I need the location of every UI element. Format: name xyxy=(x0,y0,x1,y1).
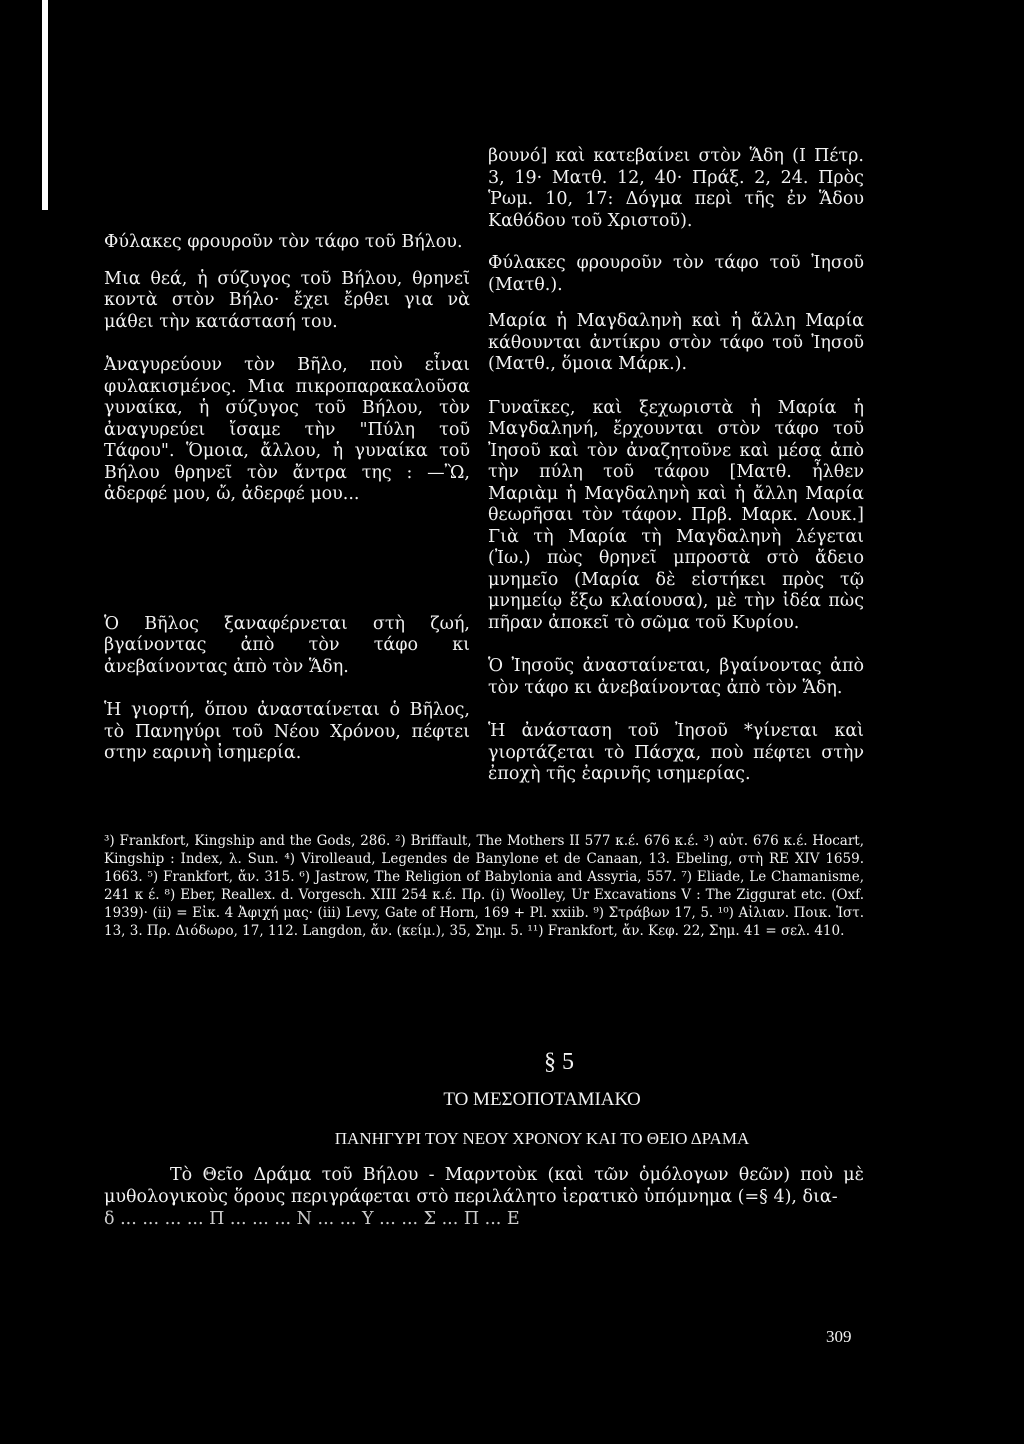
left-column xyxy=(104,232,470,765)
left-paragraph-2: Μια θεά, ἡ σύζυγος τοῦ Βήλου, θρηνεῖ κοντὰ στὸν Βήλο· ἔχει ἔρθει για νὰ μάθει τὴν κατάστασή του. xyxy=(104,268,470,332)
right-paragraph-1: Φύλακες φρουροῦν τὸν τάφο τοῦ Ἰησοῦ (Ματθ.). xyxy=(488,253,864,295)
right-paragraph-3: Γυναῖκες, καὶ ξεχωριστὰ ἡ Μαρία ἡ Μαγδαληνή, ἔρχουνται στὸν τάφο τοῦ Ἰησοῦ καὶ τὸν ἀναζητοῦνε καὶ μέσα ἀπὸ τὴν πύλη τοῦ τάφου [Ματθ. ἦλθεν Μαριὰμ ἡ Μαγδαληνὴ καὶ ἡ ἄλλη Μαρία θεωρῆσαι τὸν τάφον. Πρβ. Μαρκ. Λουκ.] Γιὰ τὴ Μαρία τὴ Μαγδαληνὴ λέγεται (Ἰω.) πὼς θρηνεῖ μπροστὰ στὸ ἄδειο μνημεῖο (Μαρία δὲ εἱστήκει πρὸς τῷ μνημείῳ ἔξω κλαίουσα), μὲ τὴν ἰδέα πὼς πῆραν ἀποκεῖ τὸ σῶμα τοῦ Κυρίου. xyxy=(488,397,864,633)
scan-vertical-mark xyxy=(42,0,48,210)
cut-off-line: δ ... ... ... ... Π ... ... ... Ν ... ... Υ ... ... Σ ... Π ... Ε xyxy=(104,1209,520,1229)
section-subtitle: ΠΑΝΗΓΥΡΙ ΤΟΥ ΝΕΟΥ ΧΡΟΝΟΥ ΚΑΙ ΤΟ ΘΕΙΟ ΔΡΑΜΑ xyxy=(334,1129,750,1148)
section-title: ΤΟ ΜΕΣΟΠΟΤΑΜΙΑΚΟ xyxy=(443,1089,641,1110)
left-paragraph-4: Ὁ Βῆλος ξαναφέρνεται στὴ ζωή, βγαίνοντας ἀπὸ τὸν τάφο κι ἀνεβαίνοντας ἀπὸ τὸν Ἅδη. xyxy=(104,613,470,677)
scan-edge xyxy=(0,0,14,1444)
right-paragraph-4: Ὁ Ἰησοῦς ἀνασταίνεται, βγαίνοντας ἀπὸ τὸν τάφο κι ἀνεβαίνοντας ἀπὸ τὸν Ἅδη. xyxy=(488,656,864,698)
footnotes-text: ³) Frankfort, Kingship and the Gods, 286. ²) Briffault, The Mothers II 577 κ.έ. 676 κ.έ. ³) αὐτ. 676 κ.έ. Hocart, Kingship : Index, λ. Sun. ⁴) Virolleaud, Legendes de Banylone et de Canaan, 13. Ebeling, στὴ RE XIV 1659. 1663. ⁵) Frankfort, ἄν. 315. ⁶) Jastrow, The Religion of Babylonia and Assyria, 557. ⁷) Eliade, Le Chamanisme, 241 κ έ. ⁸) Eber, Reallex. d. Vorgesch. XIII 254 κ.έ. Πρ. (i) Woolley, Ur Excavations V : The Ziggurat etc. (Oxf. 1939)· (ii) = Εἰκ. 4 Ἀφιχή μας· (iii) Levy, Gate of Horn, 169 + Pl. xxiib. ⁹) Στράβων 17, 5. ¹⁰) Αἰλιαν. Ποικ. Ἱστ. 13, 3. Πρ. Διόδωρο, 17, 112. Langdon, ἄν. (κείμ.), 35, Σημ. 5. ¹¹) Frankfort, ἄν. Κεφ. 22, Σημ. 41 = σελ. 410. xyxy=(104,833,864,939)
right-paragraph-0: βουνό] καὶ κατεβαίνει στὸν Ἅδη (Ι Πέτρ. 3, 19· Ματθ. 12, 40· Πράξ. 2, 24. Πρὸς Ῥωμ. 10, 17: Δόγμα περὶ τῆς ἐν Ἅδου Καθόδου τοῦ Χριστοῦ). xyxy=(488,146,864,231)
page-number: 309 xyxy=(826,1327,852,1346)
right-paragraph-2: Μαρία ἡ Μαγδαληνὴ καὶ ἡ ἄλλη Μαρία κάθουνται ἀντίκρυ στὸν τάφο τοῦ Ἰησοῦ (Ματθ., ὅμοια Μάρκ.). xyxy=(488,311,864,374)
footnotes xyxy=(104,832,864,940)
body-text: Τὸ Θεῖο Δράμα τοῦ Βήλου - Μαρντοὺκ (καὶ τῶν ὁμόλογων θεῶν) ποὺ μὲ μυθολογικοὺς ὅρους περιγράφεται στὸ περιλάλητο ἱερατικὸ ὑπόμνημα (=§ 4), δια- xyxy=(104,1165,864,1207)
left-paragraph-5: Ἡ γιορτή, ὅπου ἀνασταίνεται ὁ Βῆλος, τὸ Πανηγύρι τοῦ Νέου Χρόνου, πέφτει στην εαρινὴ ἰσημερία. xyxy=(104,700,470,763)
right-paragraph-5: Ἡ ἀνάσταση τοῦ Ἰησοῦ *γίνεται καὶ γιορτάζεται τὸ Πάσχα, ποὺ πέφτει στὴν ἐποχὴ τῆς ἐαρινῆς ισημερίας. xyxy=(488,721,864,784)
left-paragraph-1: Φύλακες φρουροῦν τὸν τάφο τοῦ Βήλου. xyxy=(104,232,463,252)
right-column xyxy=(488,0,864,786)
body-paragraph xyxy=(104,1164,864,1208)
left-paragraph-3: Ἀναγυρεύουν τὸν Βῆλο, ποὺ εἶναι φυλακισμένος. Μια πικροπαρακαλοῦσα γυναίκα, ἡ σύζυγος τοῦ Βήλου, τὸν ἀναγυρεύει ἴσαμε τὴν "Πύλη τοῦ Τάφου". Ὅμοια, ἄλλου, ἡ γυναίκα τοῦ Βήλου θρηνεῖ τὸν ἄντρα της : —Ὢ, ἀδερφέ μου, ὤ, ἀδερφέ μου... xyxy=(104,355,470,504)
section-number: § 5 xyxy=(544,1049,574,1075)
